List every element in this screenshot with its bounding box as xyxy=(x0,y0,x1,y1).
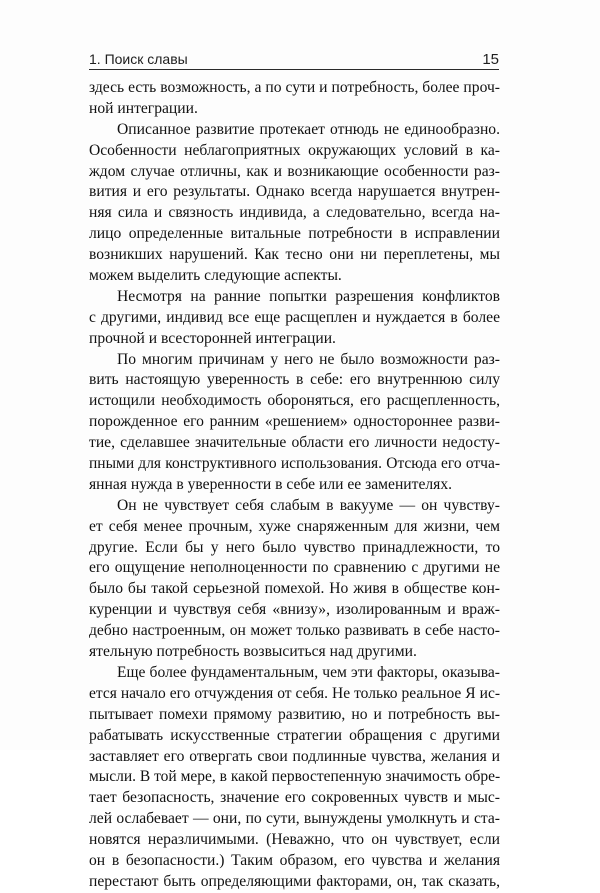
text-line: перестают быть определяющими факторами, он, так сказать, xyxy=(89,872,500,890)
text-line: ждом случае отличны, как и возникающие особенности раз- xyxy=(89,162,500,180)
text-line: лей ослабевает — они, по сути, вынуждены умолкнуть и ста- xyxy=(89,810,500,828)
text-line: тает безопасность, значение его сокровенных чувств и мыс- xyxy=(89,789,500,807)
text-line: возникших нарушений. Как тесно они ни переплетены, мы xyxy=(89,246,500,264)
page-number: 15 xyxy=(482,51,499,68)
text-line: вития и его результаты. Однако всегда нарушается внутрен- xyxy=(89,183,500,201)
body-text xyxy=(89,78,500,893)
text-line: Описанное развитие протекает отнюдь не единообразно. xyxy=(117,120,500,138)
text-line: янная нужда в уверенности в себе или ее заменителях. xyxy=(89,475,453,493)
text-line: Особенности неблагоприятных окружающих условий в ка- xyxy=(89,141,500,159)
text-line: ятельную потребность возвыситься над другими. xyxy=(89,643,417,661)
text-line: По многим причинам у него не было возможности раз- xyxy=(117,350,500,368)
text-line: Он не чувствует себя слабым в вакууме — он чувству- xyxy=(117,496,500,514)
text-line: новятся неразличимыми. (Неважно, что он чувствует, если xyxy=(89,831,500,849)
chapter-title: 1. Поиск славы xyxy=(89,51,188,67)
text-line: заставляет его отвергать свои подлинные чувства, желания и xyxy=(89,747,500,765)
text-line: куренции и чувствуя себя «внизу», изолированным и враж- xyxy=(89,601,500,619)
text-line: мысли. В той мере, в какой первостепенную значимость обре- xyxy=(89,768,501,786)
text-line: ной интеграции. xyxy=(89,99,198,117)
text-line: с другими, индивид все еще расщеплен и нуждается в более xyxy=(89,308,500,326)
text-line: Несмотря на ранние попытки разрешения конфликтов xyxy=(117,287,500,305)
text-line: дебно настроенным, он может только развивать в себе насто- xyxy=(89,622,500,640)
text-line: лицо определенные витальные потребности в исправлении xyxy=(89,225,500,243)
text-line: ет себя менее прочным, хуже снаряженным для жизни, чем xyxy=(89,517,500,535)
text-line: ется начало его отчуждения от себя. Не только реальное Я ис- xyxy=(89,684,500,702)
text-line: можем выделить следующие аспекты. xyxy=(89,267,342,285)
text-line: пытывает помехи прямому развитию, но и потребность вы- xyxy=(89,705,500,723)
text-line: он в безопасности.) Таким образом, его чувства и желания xyxy=(89,851,500,869)
text-line: прочной и всесторонней интеграции. xyxy=(89,329,336,347)
text-line: его ощущение неполноценности по сравнению с другими не xyxy=(89,559,500,577)
text-line: вить настоящую уверенность в себе: его внутреннюю силу xyxy=(89,371,500,389)
text-line: другие. Если бы у него было чувство принадлежности, то xyxy=(89,538,500,556)
text-line: было бы такой серьезной помехой. Но живя в обществе кон- xyxy=(89,580,500,598)
text-line: здесь есть возможность, а по сути и потребность, более проч- xyxy=(89,79,500,96)
text-line: рабатывать искусственные стратегии обращения с другими xyxy=(89,726,500,744)
text-line: пными для конструктивного использования. Отсюда его отча- xyxy=(89,455,500,473)
text-line: порожденное его ранним «решением» одностороннее разви- xyxy=(89,413,500,431)
text-line: истощили необходимость обороняться, его расщепленность, xyxy=(89,392,500,410)
running-header xyxy=(89,51,499,69)
text-line: тие, сделавшее значительные области его личности недосту- xyxy=(89,434,500,452)
text-line: Еще более фундаментальным, чем эти факторы, оказыва- xyxy=(117,663,500,681)
text-line: няя сила и связность индивида, а следовательно, всегда на- xyxy=(89,204,500,222)
header-rule xyxy=(89,69,499,70)
